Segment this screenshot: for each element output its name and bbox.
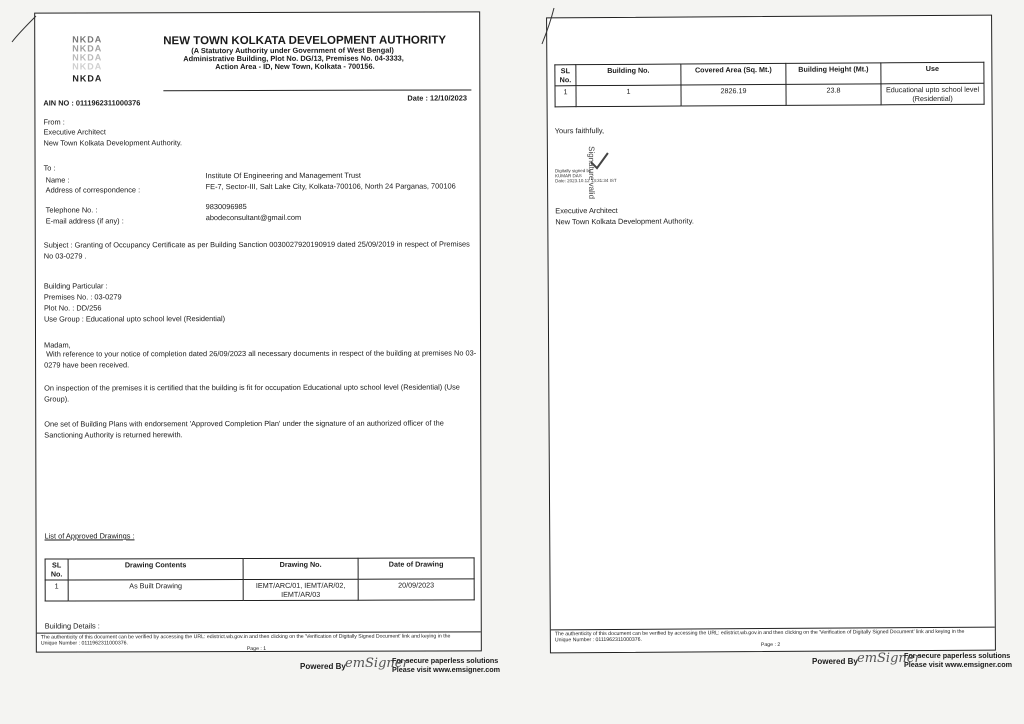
ain-number: AIN NO : 0111962311000376 <box>43 98 141 108</box>
name-value: Institute Of Engineering and Management Trust <box>205 170 361 181</box>
from-designation: Executive Architect <box>43 127 106 137</box>
emsigner-tagline: For secure paperless solutions <box>904 651 1011 660</box>
cell-covered-area: 2826.19 <box>681 84 786 106</box>
use-group: Use Group : Educational upto school level (Residential) <box>43 314 226 324</box>
cell-drawing-contents: As Built Drawing <box>68 580 243 601</box>
org-subtitle: (A Statutory Authority under Government of West Bengal) <box>191 45 394 56</box>
cell-drawing-no: IEMT/ARC/01, IEMT/AR/02, IEMT/AR/03 <box>243 579 358 600</box>
building-details-table <box>554 62 984 108</box>
address-label: Address of correspondence : <box>45 185 141 195</box>
col-drawing-contents: Drawing Contents <box>68 559 243 580</box>
pen-mark-icon <box>538 6 558 46</box>
building-details-title: Building Details : <box>44 621 100 631</box>
phone-label: Telephone No. : <box>45 205 98 215</box>
pen-mark-icon <box>10 14 40 44</box>
col-sl: SL No. <box>45 559 68 580</box>
closing-text: Yours faithfully, <box>554 126 605 136</box>
subject-line: Subject : Granting of Occupancy Certificate as per Building Sanction 0030027920190919 dated 25/09/2019 in respect of Premises No 03-0279 . <box>43 239 470 261</box>
email-label: E-mail address (if any) : <box>45 216 124 226</box>
to-label: To : <box>43 163 56 173</box>
footer-verification-text: The authenticity of this document can be verified by accessing the URL: edistrict.wb.gov.in and then clicking on the 'Verification of Digitally Signed Document' link and keying in the <box>554 628 965 638</box>
emsigner-url: Please visit www.emsigner.com <box>392 665 500 674</box>
approved-drawings-table <box>45 557 475 601</box>
signatory-organization: New Town Kolkata Development Authority. <box>555 216 694 227</box>
powered-by-label: Powered By <box>300 662 346 671</box>
org-address-1: Administrative Building, Plot No. DG/13, Premises No. 04-3333, <box>183 53 404 64</box>
address-value: FE-7, Sector-III, Salt Lake City, Kolkata-700106, North 24 Parganas, 700106 <box>205 181 456 192</box>
powered-by-label: Powered By <box>812 657 858 666</box>
cell-building-no: 1 <box>576 85 681 107</box>
table-row <box>555 83 984 107</box>
cell-sl: 1 <box>555 86 576 107</box>
cell-use: Educational upto school level (Residential) <box>881 83 984 105</box>
phone-value: 9830096985 <box>205 202 247 212</box>
col-building-height: Building Height (Mt.) <box>786 63 881 85</box>
signatory-title: Executive Architect <box>555 205 618 216</box>
table-header-row <box>45 558 474 580</box>
document-page-1 <box>34 11 482 652</box>
plot-no: Plot No. : DD/256 <box>43 303 102 313</box>
header-divider <box>163 89 471 91</box>
col-drawing-no: Drawing No. <box>243 558 358 579</box>
cell-building-height: 23.8 <box>786 84 881 106</box>
org-address-2: Action Area - ID, New Town, Kolkata - 700156. <box>215 61 375 72</box>
salutation: Madam, <box>44 340 71 350</box>
building-particular-label: Building Particular : <box>43 281 108 291</box>
paragraph-certification: On inspection of the premises it is certified that the building is fit for occupation Educational upto school level (Residential) (Use Group). <box>44 382 460 404</box>
col-building-no: Building No. <box>576 64 681 86</box>
col-covered-area: Covered Area (Sq. Mt.) <box>681 63 786 85</box>
col-sl: SL No. <box>555 65 576 86</box>
sig-line-2: KUMAR DAS <box>555 173 582 179</box>
from-organization: New Town Kolkata Development Authority. <box>43 138 183 148</box>
approved-drawings-title: List of Approved Drawings : <box>44 531 135 541</box>
page-number: Page : 1 <box>246 645 267 653</box>
col-use: Use <box>881 62 984 84</box>
cell-date-of-drawing: 20/09/2023 <box>358 579 474 600</box>
paragraph-plans: One set of Building Plans with endorsement 'Approved Completion Plan' under the signature of an authorized officer of the Sanctioning Authority is returned herewith. <box>44 418 444 440</box>
name-label: Name : <box>45 175 70 185</box>
footer-verification-text: The authenticity of this document can be verified by accessing the URL: edistrict.wb.gov.in and then clicking on the 'Verification of Digitally Signed Document' link and keying in the <box>40 633 451 641</box>
document-page-2 <box>546 15 996 654</box>
from-label: From : <box>43 117 65 127</box>
table-row <box>45 579 474 601</box>
letter-date: Date : 12/10/2023 <box>407 93 467 103</box>
emsigner-logo: emSigner <box>345 656 409 671</box>
email-value: abodeconsultant@gmail.com <box>205 212 302 223</box>
emsigner-url: Please visit www.emsigner.com <box>904 660 1012 669</box>
org-title: NEW TOWN KOLKATA DEVELOPMENT AUTHORITY <box>163 34 447 48</box>
emsigner-tagline: For secure paperless solutions <box>392 656 499 665</box>
cell-sl: 1 <box>45 580 68 601</box>
premises-no: Premises No. : 03-0279 <box>43 292 122 302</box>
page-number: Page : 2 <box>760 641 781 649</box>
paragraph-completion: With reference to your notice of completion dated 26/09/2023 all necessary documents in respect of the building at premises No 03-0279 have been received. <box>44 348 477 370</box>
signature-valid-watermark: Signature valid <box>586 146 597 200</box>
table-header-row <box>555 62 984 86</box>
col-date-of-drawing: Date of Drawing <box>358 558 474 579</box>
sig-line-3: Date: 2023.10.12 13:31:34 IST <box>555 177 617 184</box>
nkda-logo: NKDA NKDA NKDA NKDA NKDA <box>72 34 103 84</box>
emsigner-logo: emSigner <box>857 651 921 666</box>
footer-unique-number: Unique Number : 0111962311000376. <box>554 636 642 644</box>
footer-unique-number: Unique Number : 0111962311000376. <box>40 640 128 647</box>
sig-line-1: Digitally signed by <box>554 168 592 174</box>
